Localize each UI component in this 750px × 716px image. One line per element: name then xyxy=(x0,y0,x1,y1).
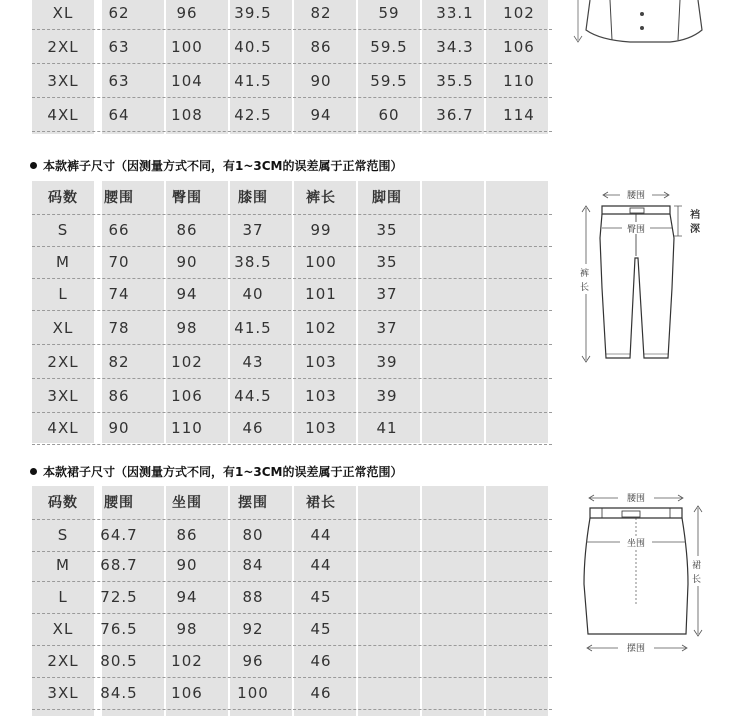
table-cell: 86 xyxy=(176,221,198,239)
size-cell: 3XL xyxy=(47,387,79,405)
table-row xyxy=(32,245,552,279)
table-row xyxy=(32,311,552,345)
size-cell: 2XL xyxy=(47,353,79,371)
size-cell: L xyxy=(58,588,68,606)
shirt-diagram xyxy=(570,0,720,50)
size-cell: M xyxy=(56,253,70,271)
table-cell: 42.5 xyxy=(234,106,272,124)
bullet-icon xyxy=(30,468,37,475)
column-header: 码数 xyxy=(48,495,78,511)
table-cell: 35 xyxy=(376,221,398,239)
table-cell: 35.5 xyxy=(436,72,474,90)
table-cell: 103 xyxy=(305,419,337,437)
table-cell: 103 xyxy=(305,387,337,405)
length-label-1: 裤 xyxy=(580,269,590,279)
table-cell: 44 xyxy=(310,526,332,544)
table-cell: 36.7 xyxy=(436,106,474,124)
column-header: 裤长 xyxy=(306,190,336,206)
bullet-icon xyxy=(30,162,37,169)
table-cell: 40.5 xyxy=(234,38,272,56)
table-cell: 110 xyxy=(171,419,203,437)
table-row xyxy=(32,98,552,132)
table-cell: 43 xyxy=(242,353,264,371)
table-row xyxy=(32,644,552,678)
table-cell: 102 xyxy=(305,319,337,337)
table-cell: 100 xyxy=(171,38,203,56)
size-cell: 4XL xyxy=(47,419,79,437)
length-label-2: 长 xyxy=(580,283,590,293)
size-cell: 3XL xyxy=(47,684,79,702)
table-cell: 63 xyxy=(108,72,130,90)
table-cell: 63 xyxy=(108,38,130,56)
table-cell: 106 xyxy=(503,38,535,56)
table-cell: 44.5 xyxy=(234,387,272,405)
column-header: 膝围 xyxy=(238,190,268,206)
table-cell: 86 xyxy=(108,387,130,405)
table-cell: 98 xyxy=(176,319,198,337)
table-cell: 64.7 xyxy=(100,526,138,544)
column-header: 坐围 xyxy=(172,495,202,511)
table-cell: 78 xyxy=(108,319,130,337)
table-cell: 86 xyxy=(176,526,198,544)
column-header: 摆围 xyxy=(238,495,268,511)
table-cell: 108 xyxy=(171,106,203,124)
table-row xyxy=(32,0,552,30)
table-cell: 33.1 xyxy=(436,4,474,22)
table-cell: 68.7 xyxy=(100,556,138,574)
table-cell: 80.5 xyxy=(100,652,138,670)
column-header: 腰围 xyxy=(104,495,134,511)
length-label-2: 长 xyxy=(692,575,702,585)
skirt-diagram xyxy=(570,484,720,664)
table-cell: 99 xyxy=(310,221,332,239)
rise-label-2: 深 xyxy=(690,224,700,235)
table-cell: 39 xyxy=(376,387,398,405)
table-row xyxy=(32,379,552,413)
hip-label: 臀围 xyxy=(626,225,646,235)
size-cell: 4XL xyxy=(47,106,79,124)
table-cell: 106 xyxy=(171,387,203,405)
waist-label: 腰围 xyxy=(626,191,646,201)
table-cell: 37 xyxy=(376,285,398,303)
size-cell: 3XL xyxy=(47,72,79,90)
column-header: 腰围 xyxy=(104,190,134,206)
size-cell: M xyxy=(56,556,70,574)
size-cell: S xyxy=(57,526,69,544)
table-cell: 40 xyxy=(242,285,264,303)
table-header-row xyxy=(32,486,552,520)
table-cell: 39.5 xyxy=(234,4,272,22)
table-cell: 59 xyxy=(378,4,400,22)
table-cell: 90 xyxy=(108,419,130,437)
table-cell: 96 xyxy=(242,652,264,670)
table-cell: 102 xyxy=(171,353,203,371)
table-cell: 59.5 xyxy=(370,38,408,56)
table-cell: 44 xyxy=(310,556,332,574)
table-cell: 46 xyxy=(310,652,332,670)
table-row xyxy=(32,580,552,614)
pants-diagram xyxy=(566,178,716,378)
pants-size-table xyxy=(32,181,552,443)
table-cell: 100 xyxy=(305,253,337,271)
table-cell: 46 xyxy=(242,419,264,437)
table-cell: 45 xyxy=(310,588,332,606)
table-row xyxy=(32,411,552,445)
hem-label: 摆围 xyxy=(626,644,646,654)
table-cell: 74 xyxy=(108,285,130,303)
table-cell: 35 xyxy=(376,253,398,271)
table-header-row xyxy=(32,181,552,215)
table-cell: 72.5 xyxy=(100,588,138,606)
table-cell: 92 xyxy=(242,620,264,638)
table-row xyxy=(32,213,552,247)
table-cell: 39 xyxy=(376,353,398,371)
length-label-1: 裙 xyxy=(692,561,702,571)
size-cell: XL xyxy=(52,319,74,337)
table-cell: 114 xyxy=(503,106,535,124)
table-cell: 101 xyxy=(305,285,337,303)
table-cell: 90 xyxy=(310,72,332,90)
table-cell: 90 xyxy=(176,556,198,574)
table-cell: 104 xyxy=(171,72,203,90)
table-cell: 110 xyxy=(503,72,535,90)
table-cell: 64 xyxy=(108,106,130,124)
column-header: 臀围 xyxy=(172,190,202,206)
table-cell: 45 xyxy=(310,620,332,638)
size-cell: XL xyxy=(52,620,74,638)
table-cell: 76.5 xyxy=(100,620,138,638)
top-size-table xyxy=(32,0,552,134)
table-cell: 46 xyxy=(310,684,332,702)
column-header: 脚围 xyxy=(372,190,402,206)
table-row xyxy=(32,548,552,582)
table-cell: 41.5 xyxy=(234,72,272,90)
table-row xyxy=(32,345,552,379)
table-cell: 96 xyxy=(176,4,198,22)
table-cell: 102 xyxy=(171,652,203,670)
column-header: 裙长 xyxy=(306,495,336,511)
table-row xyxy=(32,612,552,646)
rise-label-1: 裆 xyxy=(690,210,700,221)
table-cell: 59.5 xyxy=(370,72,408,90)
table-row xyxy=(32,30,552,64)
table-cell: 103 xyxy=(305,353,337,371)
table-cell: 98 xyxy=(176,620,198,638)
table-cell: 41.5 xyxy=(234,319,272,337)
table-cell: 80 xyxy=(242,526,264,544)
table-cell: 102 xyxy=(503,4,535,22)
skirt-size-heading: 本款裙子尺寸（因测量方式不同，有1~3CM的误差属于正常范围） xyxy=(30,463,403,480)
size-cell: L xyxy=(58,285,68,303)
seat-label: 坐围 xyxy=(626,539,646,549)
table-cell: 37 xyxy=(376,319,398,337)
waist-label: 腰围 xyxy=(626,494,646,504)
table-cell: 106 xyxy=(171,684,203,702)
size-cell: 2XL xyxy=(47,652,79,670)
table-cell: 94 xyxy=(310,106,332,124)
table-cell: 82 xyxy=(108,353,130,371)
table-cell: 100 xyxy=(237,684,269,702)
table-cell: 94 xyxy=(176,588,198,606)
table-row xyxy=(32,676,552,710)
table-cell: 37 xyxy=(242,221,264,239)
table-row xyxy=(32,277,552,311)
size-cell: XL xyxy=(52,4,74,22)
size-cell: 2XL xyxy=(47,38,79,56)
table-cell: 70 xyxy=(108,253,130,271)
table-cell: 41 xyxy=(376,419,398,437)
table-cell: 62 xyxy=(108,4,130,22)
table-row xyxy=(32,518,552,552)
table-cell: 84 xyxy=(242,556,264,574)
table-cell: 60 xyxy=(378,106,400,124)
column-header: 码数 xyxy=(48,190,78,206)
table-cell: 86 xyxy=(310,38,332,56)
table-cell: 88 xyxy=(242,588,264,606)
table-row xyxy=(32,64,552,98)
size-cell: S xyxy=(57,221,69,239)
table-cell: 90 xyxy=(176,253,198,271)
table-cell: 66 xyxy=(108,221,130,239)
table-cell: 34.3 xyxy=(436,38,474,56)
table-cell: 38.5 xyxy=(234,253,272,271)
skirt-size-table xyxy=(32,486,552,716)
pants-size-heading: 本款裤子尺寸（因测量方式不同，有1~3CM的误差属于正常范围） xyxy=(30,157,403,174)
table-cell: 82 xyxy=(310,4,332,22)
table-cell: 84.5 xyxy=(100,684,138,702)
table-cell: 94 xyxy=(176,285,198,303)
